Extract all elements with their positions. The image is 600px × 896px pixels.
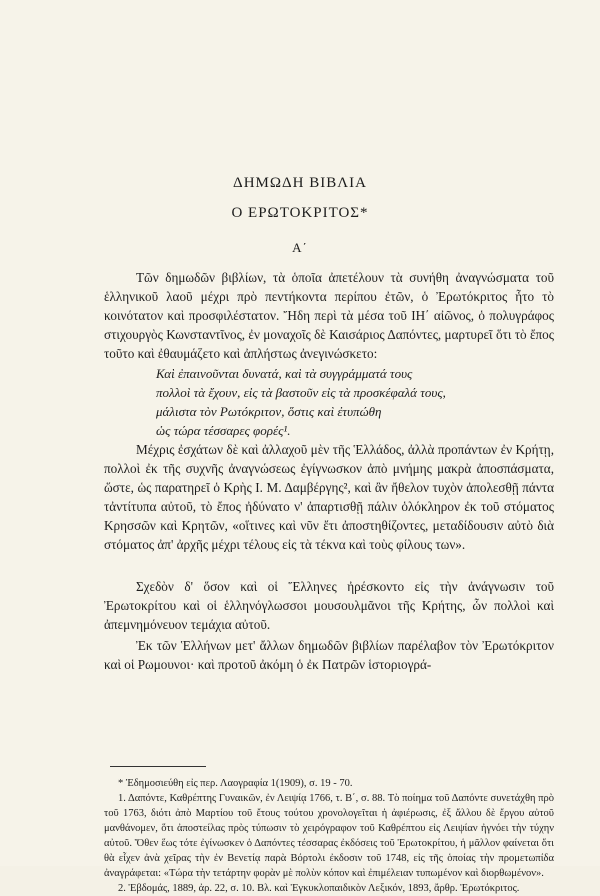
- paragraph-1: [104, 268, 554, 363]
- paragraph-4-text: Ἐκ τῶν Ἑλλήνων μετ' ἄλλων δημωδῶν βιβλίων παρέλαβον τὸν Ἐρωτόκριτον καὶ οἱ Ρωμουνοι· καὶ προτοῦ ἀκόμη ὁ ἐκ Πατρῶν ἱστοριογρά-: [104, 638, 554, 672]
- verse-line-3: μάλιστα τὸν Ρωτόκριτον, ὅστις καὶ ἐτυπώθη: [156, 404, 382, 419]
- verse-line-2: πολλοὶ τὰ ἔχουν, εἰς τὰ βαστοῦν εἰς τὰ προσκέφαλά τους,: [156, 385, 446, 400]
- paragraph-2: [104, 440, 554, 554]
- section-title: ΔΗΜΩΔΗ ΒΙΒΛΙΑ: [233, 175, 367, 191]
- footnote-2: 2. Ἑβδομάς, 1889, ἀρ. 22, σ. 10. Βλ. καὶ Ἐγκυκλοπαιδικὸν Λεξικόν, 1893, ἄρθρ. Ἐρωτόκριτος.: [118, 883, 520, 894]
- poem-title: Ο ΕΡΩΤΟΚΡΙΤΟΣ*: [231, 205, 369, 221]
- part-number: Α΄: [292, 240, 308, 255]
- footnote-divider: [110, 766, 206, 767]
- paragraph-3: [104, 577, 554, 634]
- footnote-star: * Ἐδημοσιεύθη εἰς περ. Λαογραφία 1(1909), σ. 19 - 70.: [118, 778, 353, 789]
- footnotes: [104, 776, 554, 896]
- paragraph-4: [104, 636, 554, 674]
- paragraph-3-text: Σχεδὸν δ' ὅσον καὶ οἱ Ἕλληνες ἠρέσκοντο εἰς τὴν ἀνάγνωσιν τοῦ Ἐρωτοκρίτου καὶ οἱ ἑλληνόγλωσσοι μουσουλμᾶνοι τῆς Κρήτης, ὧν πολλοὶ καὶ ἀπεμνημόνευον τεμάχια αὐτοῦ.: [104, 579, 554, 632]
- verse-quote: [156, 364, 536, 440]
- verse-line-4: ὡς τώρα τέσσαρες φορές¹.: [156, 423, 291, 438]
- paragraph-1-text: Τῶν δημωδῶν βιβλίων, τὰ ὁποῖα ἀπετέλουν τὰ συνήθη ἀναγνώσματα τοῦ ἑλληνικοῦ λαοῦ μέχρι πρὸ πεντήκοντα περίπου ἐτῶν, ὁ Ἐρωτόκριτος ἦτο τὸ κοινότατον καὶ προσφιλέστατον. Ἤδη περὶ τὰ μέσα τοῦ ΙΗ΄ αἰῶνος, ὁ πολυγράφος στιχουργὸς Κωνσταντῖνος, ἐν μοναχοῖς δὲ Καισάριος Δαπόντες, μαρτυρεῖ ὅτι τὸ ἔπος τοῦτο καὶ ἐθαυμάζετο καὶ ἀπλήστως ἀνεγινώσκετο:: [104, 270, 554, 361]
- verse-line-1: Καὶ ἐπαινοῦνται δυνατά, καὶ τὰ συγγράμματά τους: [156, 366, 413, 381]
- footnote-1: 1. Δαπόντε, Καθρέπτης Γυναικῶν, ἐν Λειψίᾳ 1766, τ. Β΄, σ. 88. Τὸ ποίημα τοῦ Δαπόντε συνετάχθη πρὸ τοῦ 1763, διότι ἀπὸ Μαρτίου τοῦ ἔτους τούτου χρονολογεῖται ἡ ἀφιέρωσις, ἐξ ἄλλου δὲ ἔργου αὐτοῦ μανθάνομεν, ὅτι ἀποστείλας πρὸς τύπωσιν τὸ χειρόγραφον τοῦ Καθρέπτου εἰς Λειψίαν ἠγνόει τὴν τύχην αὐτοῦ. Ὅθεν ἕως τότε ἐγίνωσκεν ὁ Δαπόντες τέσσαρας ἐκδόσεις τοῦ Ἐρωτοκρίτου, ἡ μᾶλλον φαίνεται ὅτι θὰ εἶχεν ἀνὰ χεῖρας τὴν ἐν Βενετίᾳ παρὰ Βόρτολι ἐκδοσιν τοῦ 1748, εἰς τῆς ὁποίας τὴν προμετωπίδα ἀναγράφεται: «Τώρα τὴν τετάρτην φορὰν μὲ πολὺν κόπον καὶ ἐπιμέλειαν τυπωμένον καὶ διορθωμένον».: [104, 793, 554, 879]
- paragraph-2-text: Μέχρις ἐσχάτων δὲ καὶ ἀλλαχοῦ μὲν τῆς Ἑλλάδος, ἀλλὰ προπάντων ἐν Κρήτῃ, πολλοὶ ἐκ τῆς συχνῆς ἀναγνώσεως ἐγίγνωσκον ἀπὸ μνήμης μακρὰ ἀποσπάσματα, ὥστε, ὡς παρατηρεῖ ὁ Κρὴς Ι. Μ. Δαμβέργης², καὶ ἂν ἤθελον τυχὸν ἀπολεσθῇ πάντα τἀντίτυπα αὐτοῦ, τὸ ἔπος ἠδύνατο ν' ἀπαρτισθῇ πάλιν ὁλόκληρον ἐκ τοῦ στόματος Κρησσῶν καὶ Κρητῶν, «οἵτινες καὶ νῦν ἔτι ἀποστηθίζοντες, μεταδίδουσιν αὐτὸ διὰ στόματος ἀπ' ἀρχῆς μέχρι τέλους εἰς τὰ τέκνα καὶ τοὺς φίλους των».: [104, 442, 554, 552]
